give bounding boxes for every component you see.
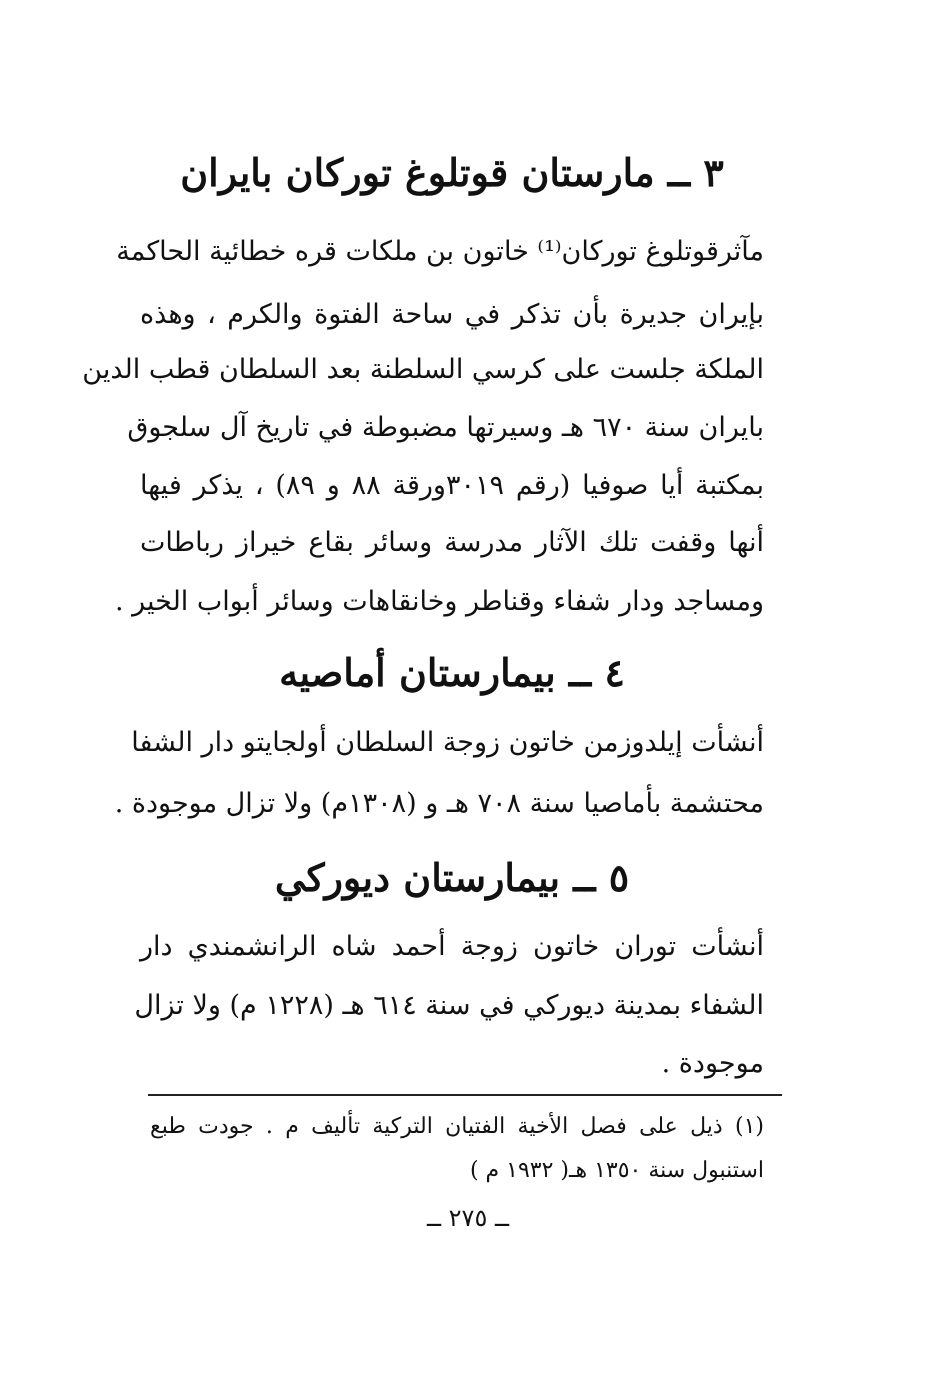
footnote-line: استنبول سنة ١٣٥٠ هـ( ١٩٣٢ م ) xyxy=(469,1158,764,1183)
text-line: أنشأت إيلدوزمن خاتون زوجة السلطان أولجايتو دار الشفا xyxy=(131,727,764,758)
section-heading-3: ٣ ــ مارستان قوتلوغ توركان بايران xyxy=(180,150,724,195)
text-line: بإيران جديرة بأن تذكر في ساحة الفتوة والكرم ، وهذه xyxy=(140,299,764,330)
section-heading-5: ٥ ــ بيمارستان ديوركي xyxy=(274,855,630,900)
text-line: بايران سنة ٦٧٠ هـ وسيرتها مضبوطة في تاريخ آل سلجوق xyxy=(127,412,764,443)
text-line: أنشأت توران خاتون زوجة أحمد شاه الرانشمندي دار xyxy=(140,931,764,962)
footnote-divider xyxy=(148,1094,782,1096)
text-line: محتشمة بأماصيا سنة ٧٠٨ هـ و (١٣٠٨م) ولا تزال موجودة . xyxy=(114,788,764,819)
text-line: الشفاء بمدينة ديوركي في سنة ٦١٤ هـ (١٢٢٨ م) ولا تزال xyxy=(134,990,764,1021)
text-line: موجودة . xyxy=(661,1048,764,1079)
page-number: ــ ٢٧٥ ــ xyxy=(426,1204,510,1232)
footnote-line: (١) ذيل على فصل الأخية الفتيان التركية تأليف م . جودت طبع xyxy=(150,1114,764,1139)
text-line: ومساجد ودار شفاء وقناطر وخانقاهات وسائر أبواب الخير . xyxy=(114,586,764,617)
section-heading-4: ٤ ــ بيمارستان أماصيه xyxy=(279,650,625,695)
text-line: بمكتبة أيا صوفيا (رقم ٣٠١٩ورقة ٨٨ و ٨٩) ، يذكر فيها xyxy=(140,470,764,501)
text-line: مآثرقوتلوغ توركان⁽¹⁾ خاتون بن ملكات قره خطائية الحاكمة xyxy=(116,236,764,267)
text-line: أنها وقفت تلك الآثار مدرسة وسائر بقاع خيراز رباطات xyxy=(140,527,764,558)
text-line: الملكة جلست على كرسي السلطنة بعد السلطان قطب الدين xyxy=(82,354,764,385)
